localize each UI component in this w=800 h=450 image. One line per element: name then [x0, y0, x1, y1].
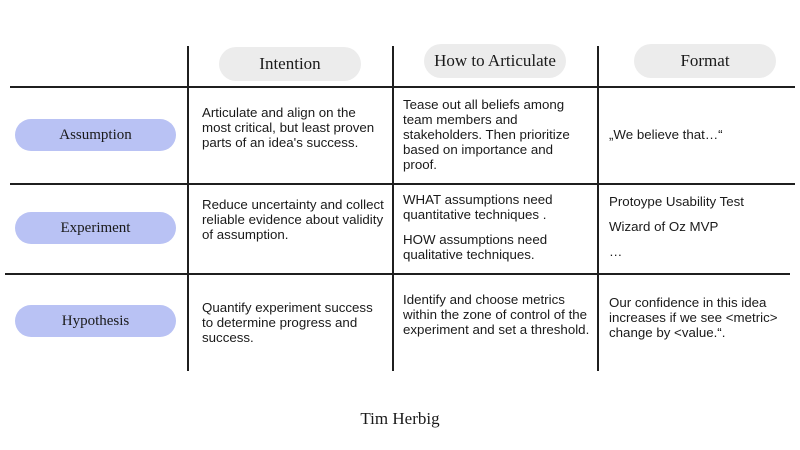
header-how-to-articulate: How to Articulate — [424, 44, 566, 78]
hypothesis-intention-text: Quantify experiment success to determine progress and success. — [202, 300, 373, 345]
column-divider-2 — [392, 46, 394, 371]
assumption-how-text: Tease out all beliefs among team members and stakeholders. Then prioritize based on importance and proof. — [403, 97, 570, 172]
hypothesis-intention-cell — [202, 300, 382, 345]
header-intention: Intention — [219, 47, 361, 81]
column-divider-1 — [187, 46, 189, 371]
hypothesis-how-text: Identify and choose metrics within the zone of control of the experiment and set a threshold. — [403, 292, 590, 337]
hypothesis-format-cell — [609, 295, 789, 340]
row-label-assumption: Assumption — [15, 119, 176, 151]
assumption-how-cell — [403, 97, 588, 172]
experiment-intention-text: Reduce uncertainty and collect reliable evidence about validity of assumption. — [202, 197, 384, 242]
header-format: Format — [634, 44, 776, 78]
assumption-intention-text: Articulate and align on the most critical, but least proven parts of an idea's success. — [202, 105, 375, 150]
experiment-format-text-2: Wizard of Oz MVP — [609, 219, 719, 234]
experiment-how-text-2: HOW assumptions need qualitative techniques. — [403, 232, 548, 262]
experiment-format-text-3: … — [609, 244, 623, 259]
row-divider-2 — [10, 183, 795, 185]
assumption-format-cell — [609, 127, 789, 142]
experiment-how-text-1: WHAT assumptions need quantitative techniques . — [403, 192, 553, 222]
hypothesis-how-cell — [403, 292, 591, 337]
assumption-intention-cell — [202, 105, 388, 150]
row-label-experiment: Experiment — [15, 212, 176, 244]
row-divider-1 — [10, 86, 795, 88]
experiment-intention-cell — [202, 197, 388, 242]
assumption-format-text: „We believe that…“ — [609, 127, 723, 142]
row-divider-3 — [5, 273, 790, 275]
experiment-format-text-1: Protoype Usability Test — [609, 194, 745, 209]
hypothesis-format-text: Our confidence in this idea increases if we see <metric> change by <value.“. — [609, 295, 778, 340]
experiment-format-cell — [609, 194, 794, 259]
row-label-hypothesis: Hypothesis — [15, 305, 176, 337]
column-divider-3 — [597, 46, 599, 371]
author-credit: Tim Herbig — [360, 409, 440, 428]
experiment-how-cell — [403, 192, 588, 262]
